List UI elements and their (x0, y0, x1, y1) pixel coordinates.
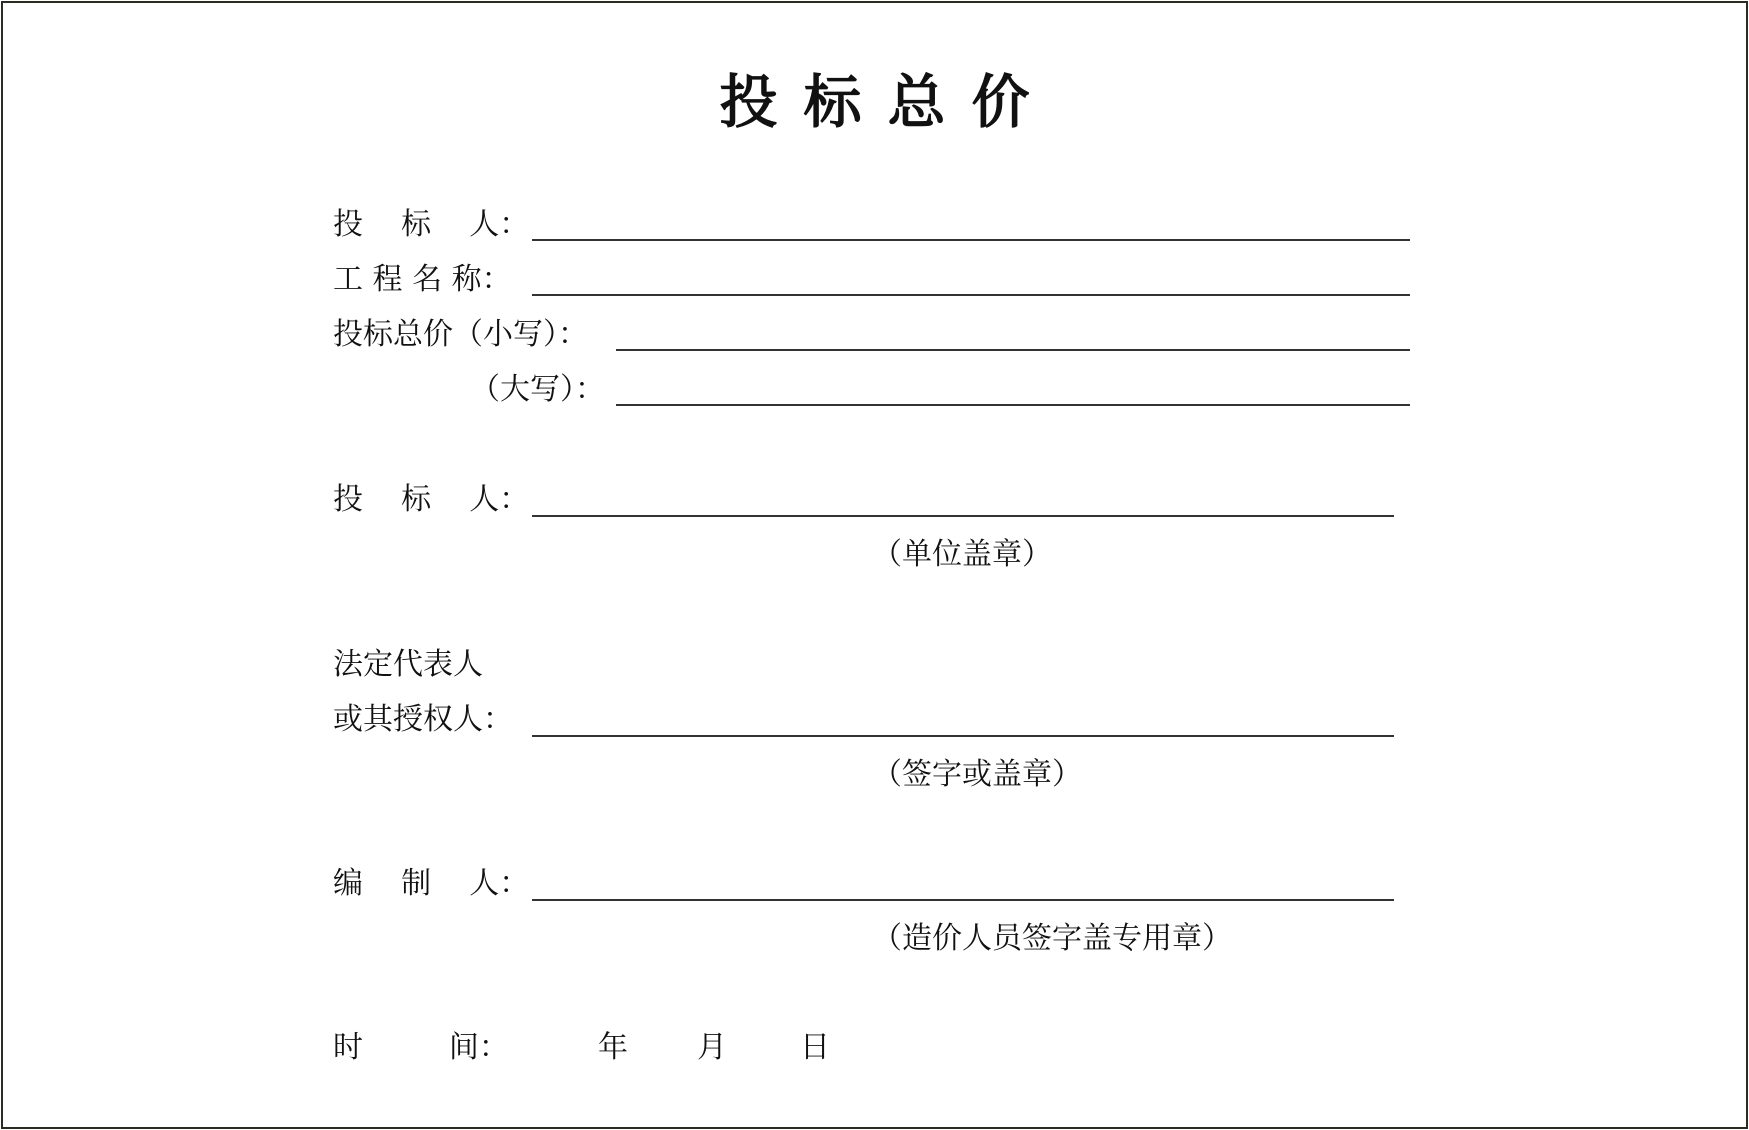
day-label: 日 (800, 1030, 830, 1065)
total-price-upper-label: （大写）： (470, 372, 605, 407)
bidder-stamp-field-line[interactable] (532, 515, 1394, 517)
authorized-person-label: 或其授权人： (333, 702, 513, 737)
bidder-field-line[interactable] (532, 239, 1410, 241)
month-label: 月 (697, 1030, 727, 1065)
time-label: 时 间： (333, 1030, 509, 1065)
cost-engineer-seal-note: （造价人员签字盖专用章） (872, 921, 1232, 956)
total-price-lower-label: 投标总价（小写）： (333, 317, 588, 352)
project-name-field-line[interactable] (532, 294, 1410, 296)
preparer-label: 编 制 人： (333, 866, 530, 901)
preparer-field-line[interactable] (532, 899, 1394, 901)
sign-or-seal-note: （签字或盖章） (872, 757, 1082, 792)
document-title: 投标总价 (719, 68, 1056, 136)
legal-rep-field-line[interactable] (532, 735, 1394, 737)
total-price-upper-field-line[interactable] (616, 404, 1410, 406)
project-name-label: 工 程 名 称： (333, 262, 512, 297)
unit-seal-note: （单位盖章） (872, 537, 1052, 572)
legal-representative-label: 法定代表人 (333, 647, 483, 682)
year-label: 年 (598, 1030, 628, 1065)
total-price-lower-field-line[interactable] (616, 349, 1410, 351)
bidder-label: 投 标 人： (333, 207, 530, 242)
bidder-stamp-label: 投 标 人： (333, 482, 530, 517)
